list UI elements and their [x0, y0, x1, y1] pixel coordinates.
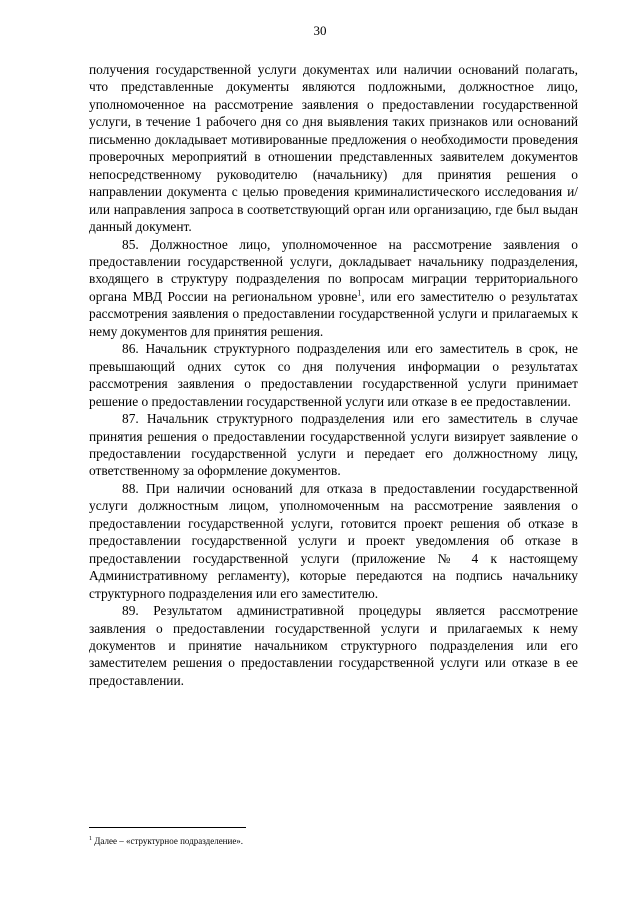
footnote	[89, 835, 243, 847]
paragraph-87: 87. Начальник структурного подразделения или его заместитель в случае принятия решения о предоставлении государственной услуги визирует заявление о предоставлении государственной услуги и передает его должностному лицу, ответственному за оформление документов.	[89, 411, 578, 479]
paragraph-85-text-after: , или его заместителю о результатах рассмотрения заявления о предоставлении государственной услуги и прилагаемых к нему документов для принятия решения.	[89, 288, 579, 339]
footnote-reference: 1	[357, 288, 362, 298]
page-number: 30	[313, 23, 327, 38]
footnote-separator	[89, 827, 246, 828]
paragraph-85	[89, 236, 578, 341]
document-body	[89, 61, 578, 689]
paragraph-88: 88. При наличии оснований для отказа в предоставлении государственной услуги должностным лицом, уполномоченным на рассмотрение заявления о предоставлении государственной услуги, готовится проект решения об отказе в предоставлении государственной услуги и проект уведомления об отказе в предоставлении государственной услуги (приложение № 4 к настоящему Административному регламенту), которые передаются на подпись начальнику структурного подразделения или его заместителю.	[89, 480, 578, 601]
paragraph-continuation: получения государственной услуги документах или наличии оснований полагать, что представленные документы являются подложными, должностное лицо, уполномоченное на рассмотрение заявления о предоставлении государственной услуги, в течение 1 рабочего дня со дня выявления таких признаков или оснований письменно докладывает мотивированные предложения о необходимости проведения проверочных мероприятий в отношении представленных заявителем документов непосредственному руководителю (начальнику) для принятия решения о направлении документа с целью проведения криминалистического исследования и/или направления запроса в соответствующий орган или организацию, где был выдан данный документ.	[89, 62, 578, 235]
paragraph-85-text-before: 85. Должностное лицо, уполномоченное на рассмотрение заявления о предоставлении государственной услуги, докладывает начальнику подразделения, входящего в структуру подразделения по вопросам миграции территориального органа МВД России на региональном уровне	[89, 236, 578, 304]
footnote-mark: 1	[89, 836, 92, 842]
paragraph-89: 89. Результатом административной процедуры является рассмотрение заявления о предоставлении государственной услуги и прилагаемых к нему документов и принятие начальником структурного подразделения или его заместителем решения о предоставлении государственной услуги или отказе в ее предоставлении.	[89, 603, 578, 688]
paragraph-86: 86. Начальник структурного подразделения или его заместитель в срок, не превышающий одних суток со дня получения информации о результатах рассмотрения заявления о предоставлении государственной услуги принимает решение о предоставлении государственной услуги или отказе в ее предоставлении.	[89, 341, 578, 409]
footnote-text: Далее – «структурное подразделение».	[92, 836, 244, 846]
